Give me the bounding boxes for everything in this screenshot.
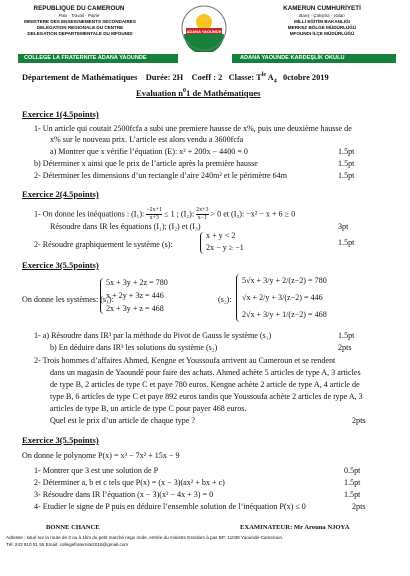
ex3-problem-line2: dans un magasin de Yaoundé pour faire des achats. Ahmed achète 5 articles de type A, 3 articles [50,368,361,377]
ex4-question-2: 2- Déterminer a, b et c tels que P(x) = (x − 3)(ax² + bx + c) [34,478,225,487]
department: Département de Mathématiques [22,72,138,82]
s2-label: (s₂): [218,295,232,304]
ex3-problem-line1: 2- Trois hommes d’affaires Ahmed, Kengne et Youssoufa arrivent au Cameroun et se rendent [34,356,336,365]
footer-address: Adresse : situé sur la route de 3 ou à 1km du petit marché nsgo nnde, entrée du ministre Essolam à pas BP: 11038 Yaoundé-Cameroun. [6,535,284,540]
ex4-question-3: 3- Résoudre dans IR l’équation (x − 3)(x² − 4x + 3) = 0 [34,490,214,499]
ex3-1a-points: 1.5pt [338,331,355,340]
ex4-question-4: 4- Etudier le signe de P puis en déduire l’ensemble solution de l’inéquation P(x) ≤ 0 [34,502,306,511]
ex2-line3: 2- Résoudre graphiquement le système (s): [34,240,173,249]
ex3-question-1b: b) En déduire dans IR³ les solutions du système (s₂) [50,343,218,352]
fraction-1: $\frac{-2x+1}{x+3}$ [146,207,163,221]
ex1-question-a: a) Montrer que x vérifie l’équation (E): x² + 200x − 4400 = 0 [50,147,248,156]
header-region-left: DELEGATION REGIONALE DU CENTRE [36,25,124,30]
header-ministry-right: MİLLİ EĞİTİM BAKANLIĞI [294,19,350,24]
ex3-problem-line5: articles de type B, un article de type C pour payer 468 euros. [50,404,247,413]
class: Classe: $T^{le}$ $A_4$ [228,72,277,85]
s1-eq3: 2x + 3y + z = 468 [106,304,164,313]
page-title: Evaluation $n^01$ de Mathématiques [136,88,261,98]
ex1-2-points: 1.5pt [338,171,355,180]
ex1-line1: 1- Un article qui coutait 2500fcfa a subi une premiere hausse de x%, puis une deuxième hausse de [34,124,352,133]
footer-examiner: EXAMINATEUR: Mr Arouna NJOYA [240,524,350,531]
s2-eq2: √x + 2/y + 3/(z−2) = 446 [242,293,323,302]
s1-eq2: x + 2y + 3z = 446 [106,291,164,300]
header-motto-left: Paix - Travail - Patrie [58,13,100,18]
footer-good-luck: BONNE CHANCE [46,524,100,531]
header-motto-right: Barış - Çalışma - Vatan [299,13,345,18]
s2-brace [236,274,241,322]
ex1-question-b: b) Déterminer x ainsi que le prix de l’article après la première hausse [34,159,258,168]
header-region-right: MERKEZ BÖLGE MÜDÜRLÜĞÜ [287,25,357,30]
exercise2-heading: Exercice 2(4.5points) [22,189,99,199]
logo-text: ADANA YAOUNDE [186,29,222,34]
header-division-right: MFOUNDI İLÇE MÜDÜRLÜĞÜ [289,31,355,36]
ex4-question-1: 1- Montrer que 3 est une solution de P [34,466,159,475]
ex4-intro: On donne le polynome P(x) = x³ − 7x² + 15x − 9 [22,451,180,460]
coefficient: Coeff : 2 [191,72,223,82]
header-country-right: KAMERUN CUMHURİYETİ [283,5,361,12]
s1-eq1: 5x + 3y + 2z = 780 [106,278,168,287]
ex4-4-points: 2pts [352,502,366,511]
exercise4-heading: Exercice 3(5.5points) [22,435,99,445]
exercise3-heading: Exercice 3(5.5points) [22,260,99,270]
duration: Durée: 2H [145,72,184,82]
school-logo [180,4,228,52]
exam-date: 0ctobre 2019 [283,72,329,82]
system-eq1: x + y < 2 [206,231,236,240]
ex3-problem-question: Quel est le prix d’un article de chaque type ? [50,416,195,425]
ex1-b-points: 1.5pt [338,159,355,168]
ex1-line2: x% sur le nouveau prix. L’article est alors vendu a 3600fcfa [50,135,244,144]
ex2-line2: Résoudre dans IR les équations (I₁); (I₂) et (I₃) [50,222,201,231]
ex3-problem-line3: de type B, 2 articles de type C et paye 780 euros. Kengne achète 2 article de type A, 4 article de [50,380,360,389]
ex1-question-2: 2- Déterminer les dimensions d’un rectangle d’aire 240m² et le périmètre 64m [34,171,288,180]
ex2-inequations-line: 1- On donne les inéquations : (I₁): $\frac{-2x+1}{x+3}$ ≤ 1 ; (I₂): $\frac{2x+3}{x-1}$ > 0 et (I₃): −x² − x + 6 ≥ 0 [34,207,296,221]
s2-eq1: 5√x + 3/y + 2/(z−2) = 780 [242,276,327,285]
ex4-2-points: 1.5pt [344,478,361,487]
college-name-tr: ADANA YAOUNDE KARDEŞLİK OKULU [240,55,345,61]
ex3-1b-points: 2pts [338,343,352,352]
s1-brace [100,278,105,314]
exercise1-heading: Exercice 1(4.5points) [22,109,99,119]
ex3-2-points: 2pts [352,416,366,425]
school-header [0,0,410,62]
s2-eq3: 2√x + 3/y + 1/(z−2) = 468 [242,310,327,319]
header-division-left: DELEGATION DEPARTEMENTALE DU MFOUNDI [27,31,133,36]
college-name-fr: COLLEGE LA FRATERNITE ADANA YAOUNDE [24,55,147,61]
ex1-a-points: 1.5pt [338,147,355,156]
system-eq2: 2x − y ≥ −1 [206,243,244,252]
ex4-3-points: 1.5pt [344,490,361,499]
ex3-question-1a: 1- a) Résoudre dans IR³ par la méthode du Pivot de Gauss le système (s₁) [34,331,272,340]
ex3-intro: On donne les systèmes: (s₁): [22,295,114,304]
fraction-2: $\frac{2x+3}{x-1}$ [196,207,209,221]
ex3-problem-line4: type B, 6 articles de type C et paye 892 euros tandis que Youssoufa achète 2 articles de type A, 3 [50,392,363,401]
header-ministry-left: MINISTERE DES ENSEIGNEMENTS SECONDAIRES [24,19,136,24]
ex2-2-points: 1.5pt [338,238,355,247]
header-country-left: REPUBLIQUE DU CAMEROUN [33,5,125,12]
ex4-1-points: 0.5pt [344,466,361,475]
footer-contact: Tél: 243 810 51 55 Email: collegefraternite2016@gmail.com [6,542,129,547]
ex2-1-points: 3pt [338,222,349,231]
exam-info-line [22,72,329,84]
system-brace [200,232,205,254]
